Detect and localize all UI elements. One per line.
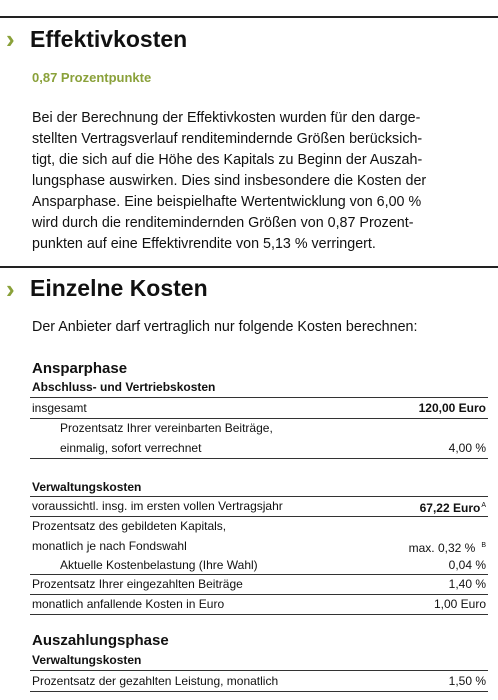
table-divider [30, 614, 488, 615]
footnote-marker: B [481, 542, 486, 549]
row-label: Aktuelle Kostenbelastung (Ihre Wahl) [60, 558, 258, 572]
row-label: Prozentsatz Ihrer vereinbarten Beiträge, [60, 421, 273, 435]
row-value: 120,00 Euro [418, 401, 486, 415]
row-value: 1,00 Euro [433, 597, 486, 611]
section-divider-effektivkosten [0, 16, 498, 18]
row-value: 1,50 % [448, 674, 486, 688]
paragraph-line: tigt, die sich auf die Höhe des Kapitals zu Beginn der Auszah- [32, 152, 423, 168]
heading-abschluss-vertriebskosten: Abschluss- und Vertriebskosten [32, 380, 216, 394]
heading-einzelne-kosten: Einzelne Kosten [30, 275, 208, 301]
table-divider [30, 458, 488, 459]
row-value: 0,04 % [448, 558, 486, 572]
paragraph-line: punkten auf eine Effektivrendite von 5,13 % verringert. [32, 236, 376, 252]
paragraph-line: stellten Vertragsverlauf renditemindernde Größen berücksich- [32, 131, 423, 147]
row-label: monatlich je nach Fondswahl [32, 539, 187, 553]
einzelne-kosten-intro [32, 317, 488, 338]
chevron-right-icon: › [6, 274, 15, 304]
heading-auszahlungsphase: Auszahlungsphase [32, 632, 169, 649]
row-label: insgesamt [32, 401, 87, 415]
row-label: monatlich anfallende Kosten in Euro [32, 597, 225, 611]
value-text: max. 0,32 % [408, 541, 476, 555]
row-value: 4,00 % [448, 441, 486, 455]
effektivkosten-value: 0,87 Prozentpunkte [32, 70, 152, 85]
table-divider [30, 691, 488, 692]
heading-verwaltungskosten: Verwaltungskosten [32, 480, 142, 494]
paragraph-line: Bei der Berechnung der Effektivkosten wurden für den darge- [32, 110, 421, 126]
row-label: Prozentsatz des gebildeten Kapitals, [32, 519, 227, 533]
paragraph-line: wird durch die renditemindernden Größen von 0,87 Prozent- [32, 215, 414, 231]
heading-verwaltungskosten-auszahlung: Verwaltungskosten [32, 653, 142, 667]
chevron-right-icon: › [6, 24, 15, 54]
row-value: 1,40 % [448, 577, 486, 591]
value-text: 67,22 Euro [419, 501, 481, 515]
intro-text: Der Anbieter darf vertraglich nur folgende Kosten berechnen: [32, 319, 418, 335]
paragraph-line: lungsphase auswirken. Dies sind insbesondere die Kosten der [32, 173, 427, 189]
row-label: einmalig, sofort verrechnet [60, 441, 202, 455]
paragraph-line: Ansparphase. Eine beispielhafte Wertentwicklung von 6,00 % [32, 194, 422, 210]
section-divider-einzelne-kosten [0, 266, 498, 268]
heading-ansparphase: Ansparphase [32, 360, 128, 377]
row-label: Prozentsatz der gezahlten Leistung, monatlich [32, 674, 279, 688]
row-label: Prozentsatz Ihrer eingezahlten Beiträge [32, 577, 243, 591]
row-label: voraussichtl. insg. im ersten vollen Vertragsjahr [32, 499, 283, 513]
heading-effektivkosten: Effektivkosten [30, 26, 188, 52]
footnote-marker: A [481, 502, 486, 509]
effektivkosten-paragraph [32, 108, 488, 255]
row-value [420, 496, 486, 518]
